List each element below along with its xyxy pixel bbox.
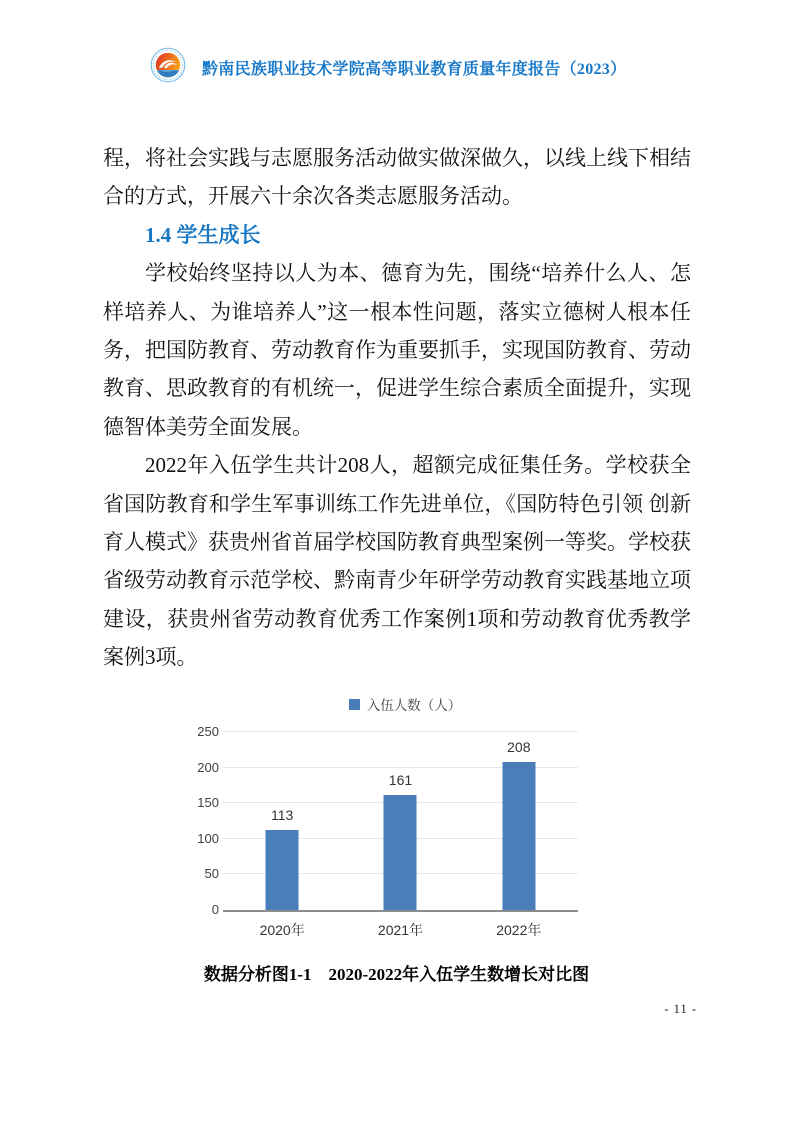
bar-value-label: 208 (507, 738, 531, 755)
body-text-block (103, 139, 691, 677)
y-axis-tick-label: 0 (211, 902, 219, 917)
y-axis-tick-label: 100 (197, 830, 219, 846)
y-axis-tick-label: 150 (197, 795, 219, 811)
plot-area (223, 732, 578, 912)
enlistment-bar-chart (185, 686, 625, 952)
section-heading-1-4: 1.4 学生成长 (145, 222, 261, 247)
y-axis-tick-label: 50 (204, 866, 219, 882)
x-axis (223, 920, 578, 940)
bar-value-label: 113 (270, 806, 294, 823)
school-logo-icon (150, 47, 186, 83)
y-axis-tick-label: 250 (197, 724, 219, 739)
paragraph-continuation: 程，将社会实践与志愿服务活动做实做深做久，以线上线下相结合的方式，开展六十余次各类志愿服务活动。 (103, 146, 691, 209)
legend-swatch-icon (349, 699, 360, 710)
report-title: 黔南民族职业技术学院高等职业教育质量年度报告（2023） (202, 61, 627, 78)
page-number: - 11 - (664, 1002, 697, 1016)
legend-label: 入伍人数（人） (366, 698, 462, 713)
paragraph-moral-education: 学校始终坚持以人为本、德育为先，围绕“培养什么人、怎样培养人、为谁培养人”这一根本性问题，落实立德树人根本任务，把国防教育、劳动教育作为重要抓手，实现国防教育、劳动教育、思政教育的有机统一，促进学生综合素质全面提升，实现德智体美劳全面发展。 (103, 261, 691, 439)
bar-value-label: 161 (388, 772, 413, 789)
bar-slot (341, 732, 459, 910)
bar-slot (223, 732, 341, 910)
x-axis-tick-label: 2021年 (377, 922, 424, 938)
bar-2020年 (266, 830, 299, 910)
bar-2021年 (384, 795, 417, 910)
bar-slot (460, 732, 578, 910)
figure-caption: 数据分析图1-1 2020-2022年入伍学生数增长对比图 (203, 965, 590, 984)
paragraph-enlistment: 2022年入伍学生共计208人，超额完成征集任务。学校获全省国防教育和学生军事训练工作先进单位，《国防特色引领 创新育人模式》获贵州省首届学校国防教育典型案例一等奖。学校获省级劳动教育示范学校、黔南青少年研学劳动教育实践基地立项建设，获贵州省劳动教育优秀工作案例1项和劳动教育优秀教学案例3项。 (103, 453, 691, 670)
x-axis-tick-label: 2022年 (496, 922, 542, 938)
y-axis-tick-label: 200 (197, 759, 219, 775)
x-axis-tick-label: 2020年 (259, 922, 305, 938)
chart-legend (185, 694, 625, 714)
bar-2022年 (502, 762, 535, 910)
